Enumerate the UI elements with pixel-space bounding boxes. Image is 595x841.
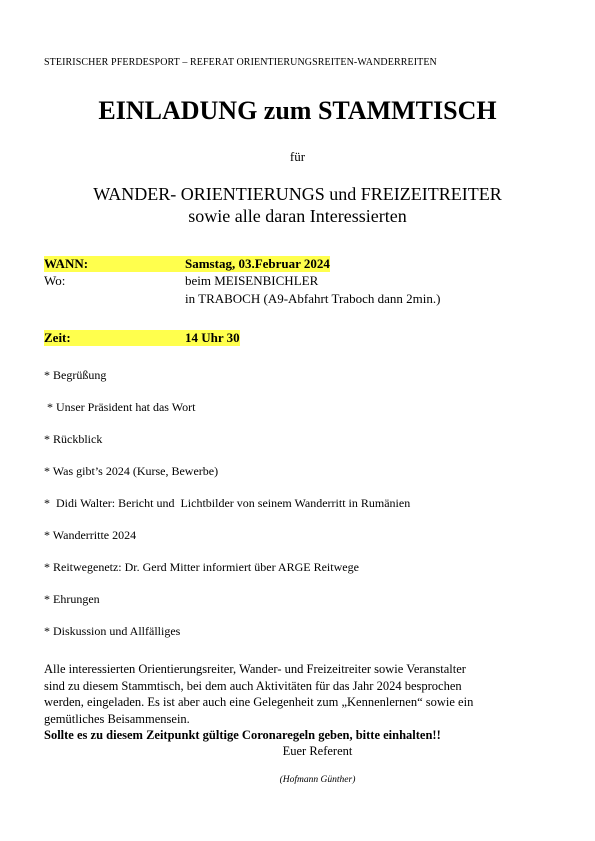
closing-paragraph	[44, 661, 544, 744]
audience-line-2: sowie alle daran Interessierten	[188, 206, 407, 226]
where-location: in TRABOCH (A9-Abfahrt Traboch dann 2min.)	[185, 291, 441, 306]
when-value: Samstag, 03.Februar 2024	[185, 256, 330, 271]
closing-line-2: sind zu diesem Stammtisch, bei dem auch Aktivitäten für das Jahr 2024 besprochen	[44, 678, 462, 693]
time-row	[44, 330, 240, 346]
when-row	[44, 256, 330, 272]
referent-label: Euer Referent	[282, 744, 353, 758]
corona-notice: Sollte es zu diesem Zeitpunkt gültige Coronaregeln geben, bitte einhalten!!	[44, 728, 441, 742]
closing-line-3: werden, eingeladen. Es ist aber auch eine Gelegenheit zum „Kennenlernen“ sowie ein	[44, 695, 474, 709]
where-venue: beim MEISENBICHLER	[185, 273, 319, 288]
agenda-item-welcome: * Begrüßung	[44, 368, 107, 382]
agenda-item-report: * Didi Walter: Bericht und Lichtbilder von seinem Wanderritt in Rumänien	[44, 496, 411, 510]
agenda-item-rides: * Wanderritte 2024	[44, 528, 137, 542]
organization-header: STEIRISCHER PFERDESPORT – REFERAT ORIENTIERUNGSREITEN-WANDERREITEN	[44, 57, 437, 68]
agenda-item-discussion: * Diskussion und Allfälliges	[44, 624, 181, 638]
when-label: WANN:	[44, 256, 89, 271]
time-label: Zeit:	[44, 330, 71, 345]
time-value: 14 Uhr 30	[185, 330, 240, 345]
where-label: Wo:	[44, 273, 66, 288]
closing-line-4: gemütliches Beisammensein.	[44, 711, 190, 726]
audience-line-1: WANDER- ORIENTIERUNGS und FREIZEITREITER	[93, 184, 502, 204]
agenda-item-review: * Rückblick	[44, 432, 103, 446]
closing-line-1: Alle interessierten Orientierungsreiter, Wander- und Freizeitreiter sowie Veranstalter	[44, 662, 466, 676]
page-title: EINLADUNG zum STAMMTISCH	[98, 96, 497, 125]
agenda-item-president: * Unser Präsident hat das Wort	[44, 400, 196, 414]
agenda-item-courses: * Was gibt’s 2024 (Kurse, Bewerbe)	[44, 464, 219, 478]
signature: (Hofmann Günther)	[279, 775, 356, 785]
for-label: für	[289, 149, 306, 164]
agenda-item-honors: * Ehrungen	[44, 592, 100, 606]
agenda-item-trail-network: * Reitwegenetz: Dr. Gerd Mitter informiert über ARGE Reitwege	[44, 560, 359, 574]
